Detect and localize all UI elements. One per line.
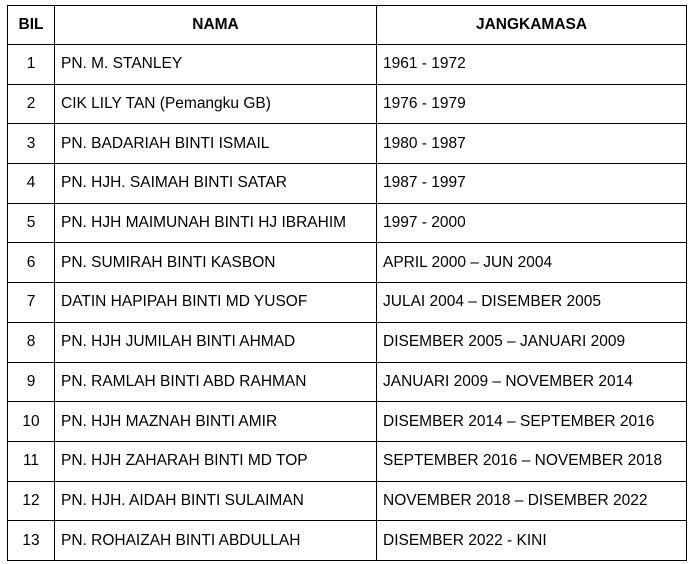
cell-jangkamasa: 1976 - 1979: [377, 84, 687, 124]
table-row: [8, 283, 687, 323]
cell-nama: PN. HJH. AIDAH BINTI SULAIMAN: [55, 481, 377, 521]
cell-bil: 2: [8, 84, 55, 124]
cell-nama: PN. HJH MAZNAH BINTI AMIR: [55, 402, 377, 442]
cell-nama: CIK LILY TAN (Pemangku GB): [55, 84, 377, 124]
cell-nama: DATIN HAPIPAH BINTI MD YUSOF: [55, 283, 377, 323]
cell-jangkamasa: JANUARI 2009 – NOVEMBER 2014: [377, 362, 687, 402]
header-jangkamasa: JANGKAMASA: [377, 6, 687, 45]
cell-nama: PN. ROHAIZAH BINTI ABDULLAH: [55, 521, 377, 561]
table-row: [8, 521, 687, 561]
cell-bil: 9: [8, 362, 55, 402]
cell-nama: PN. SUMIRAH BINTI KASBON: [55, 243, 377, 283]
table-row: [8, 362, 687, 402]
table-row: [8, 243, 687, 283]
table-row: [8, 84, 687, 124]
cell-jangkamasa: DISEMBER 2014 – SEPTEMBER 2016: [377, 402, 687, 442]
table-header: [8, 6, 687, 45]
table-row: [8, 164, 687, 204]
cell-nama: PN. HJH MAIMUNAH BINTI HJ IBRAHIM: [55, 203, 377, 243]
cell-bil: 6: [8, 243, 55, 283]
header-bil: BIL: [8, 6, 55, 45]
cell-jangkamasa: 1997 - 2000: [377, 203, 687, 243]
cell-bil: 5: [8, 203, 55, 243]
cell-jangkamasa: 1961 - 1972: [377, 45, 687, 85]
cell-bil: 1: [8, 45, 55, 85]
cell-jangkamasa: SEPTEMBER 2016 – NOVEMBER 2018: [377, 441, 687, 481]
cell-jangkamasa: DISEMBER 2022 - KINI: [377, 521, 687, 561]
cell-jangkamasa: 1987 - 1997: [377, 164, 687, 204]
header-nama: NAMA: [55, 6, 377, 45]
cell-jangkamasa: JULAI 2004 – DISEMBER 2005: [377, 283, 687, 323]
cell-bil: 8: [8, 322, 55, 362]
cell-nama: PN. HJH JUMILAH BINTI AHMAD: [55, 322, 377, 362]
cell-bil: 10: [8, 402, 55, 442]
table-row: [8, 45, 687, 85]
cell-jangkamasa: APRIL 2000 – JUN 2004: [377, 243, 687, 283]
cell-nama: PN. RAMLAH BINTI ABD RAHMAN: [55, 362, 377, 402]
cell-bil: 7: [8, 283, 55, 323]
header-row: [8, 6, 687, 45]
table-row: [8, 322, 687, 362]
table-row: [8, 124, 687, 164]
table-row: [8, 402, 687, 442]
cell-bil: 13: [8, 521, 55, 561]
table-row: [8, 441, 687, 481]
cell-nama: PN. BADARIAH BINTI ISMAIL: [55, 124, 377, 164]
cell-bil: 4: [8, 164, 55, 204]
headmistress-history-table: [7, 5, 687, 561]
cell-jangkamasa: NOVEMBER 2018 – DISEMBER 2022: [377, 481, 687, 521]
cell-jangkamasa: DISEMBER 2005 – JANUARI 2009: [377, 322, 687, 362]
cell-jangkamasa: 1980 - 1987: [377, 124, 687, 164]
cell-bil: 11: [8, 441, 55, 481]
cell-bil: 3: [8, 124, 55, 164]
cell-nama: PN. HJH. SAIMAH BINTI SATAR: [55, 164, 377, 204]
cell-bil: 12: [8, 481, 55, 521]
table-body: [8, 45, 687, 561]
cell-nama: PN. HJH ZAHARAH BINTI MD TOP: [55, 441, 377, 481]
cell-nama: PN. M. STANLEY: [55, 45, 377, 85]
table-row: [8, 481, 687, 521]
table-row: [8, 203, 687, 243]
